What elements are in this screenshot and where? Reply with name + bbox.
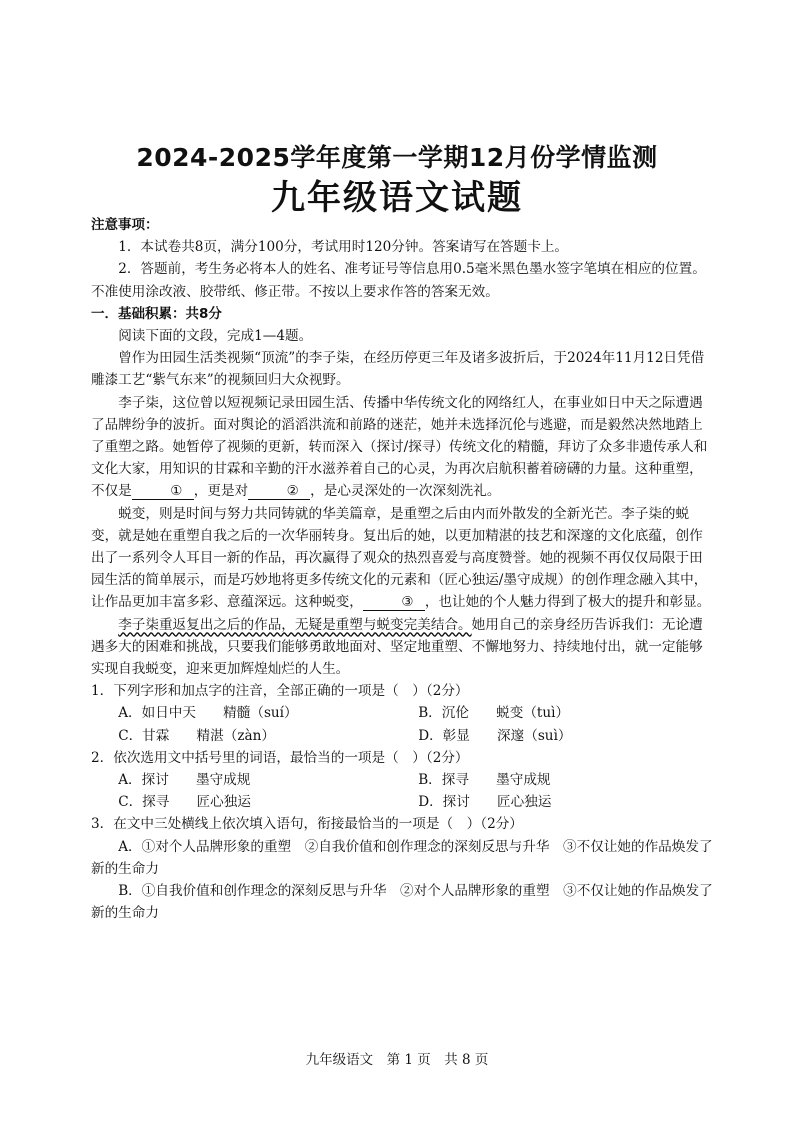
- question-2-options: [91, 769, 713, 813]
- passage-text: ，是心灵深处的一次深刻洗礼。: [310, 483, 501, 500]
- exam-subtitle: 九年级语文试题: [271, 178, 523, 218]
- question-3-option-b[interactable]: B．①自我价值和创作理念的深刻反思与升华 ②对个人品牌形象的重塑 ③不仅让她的作品焕发了新的生命力: [91, 883, 713, 922]
- question-2-option-b[interactable]: B．探寻 墨守成规: [418, 772, 551, 789]
- passage-text: ，也让她的个人魅力得到了极大的提升和彰显。: [424, 594, 711, 611]
- exam-content: [91, 214, 713, 925]
- question-1-option-a[interactable]: A．如日中天 精髓（suí）: [118, 705, 298, 722]
- wavy-underlined-sentence: 李子柒重返复出之后的作品，无疑是重塑与蜕变完美结合。: [118, 616, 472, 633]
- question-1-stem: 1．下列字形和加点字的注音，全部正确的一项是（ ）（2分）: [91, 683, 469, 700]
- notice-item-2: 2．答题前，考生务必将本人的姓名、准考证号等信息用0.5毫米黑色墨水签字笔填在相应的位置。不准使用涂改液、胶带纸、修正带。不按以上要求作答的答案无效。: [91, 261, 706, 300]
- passage-paragraph-1: 曾作为田园生活类视频“顶流”的李子柒，在经历停更三年及诸多波折后，于2024年11月12日凭借雕漆工艺“紫气东来”的视频回归大众视野。: [91, 350, 705, 389]
- blank-3[interactable]: ③: [363, 594, 425, 611]
- passage-paragraph-3: [91, 503, 713, 614]
- question-1-options: [91, 702, 713, 746]
- question-1-option-c[interactable]: C．甘霖 精湛（zàn）: [118, 727, 275, 744]
- reading-intro: 阅读下面的文段，完成1—4题。: [118, 328, 313, 345]
- blank-1[interactable]: ①: [132, 483, 194, 500]
- question-2-option-c[interactable]: C．探寻 匠心独运: [118, 794, 251, 811]
- passage-paragraph-2: [91, 392, 713, 503]
- question-2-stem: 2．依次选用文中括号里的词语，最恰当的一项是（ ）（2分）: [91, 749, 469, 766]
- section-heading: 一．基础积累：共8分: [91, 305, 222, 322]
- page-footer: 九年级语文 第 1 页 共 8 页: [305, 1052, 489, 1068]
- question-3-option-a[interactable]: A．①对个人品牌形象的重塑 ②自我价值和创作理念的深刻反思与升华 ③不仅让她的作品焕发了新的生命力: [91, 838, 713, 877]
- passage-text: 李子柒，这位曾以短视频记录田园生活、传播中华传统文化的网络红人，在事业如日中天之际遭遇了品牌纷争的波折。面对舆论的滔滔洪流和前路的迷茫，她并未选择沉伦与逃避，而是毅然决然地踏上了重塑之路。她暂停了视频的更新，转而深入（探讨/探寻）传统文化的精髓，拜访了众多非遗传承人和文化大家，用知识的甘霖和辛勤的汗水滋养着自己的心灵，为再次启航积蓄着磅礴的力量。这种重塑，不仅是: [91, 394, 708, 500]
- question-1-option-d[interactable]: D．彰显 深邃（suì）: [418, 727, 572, 744]
- notice-heading: 注意事项：: [91, 217, 159, 233]
- exam-title: 2024-2025学年度第一学期12月份学情监测: [136, 143, 658, 172]
- question-3-stem: 3．在文中三处横线上依次填入语句，衔接最恰当的一项是（ ）（2分）: [91, 816, 523, 833]
- question-2-option-d[interactable]: D．探讨 匠心独运: [418, 794, 552, 811]
- passage-text: 她用自己的亲身经历告诉我们：无论遭遇多大的困难和挑战，只要我们能够勇敢地面对、坚定地重塑、不懈地努力、持续地付出，就一定能够实现自我蜕变，迎来更加辉煌灿烂的人生。: [91, 616, 703, 678]
- question-1-option-b[interactable]: B．沉伦 蜕变（tuì）: [418, 705, 570, 722]
- question-2-option-a[interactable]: A．探讨 墨守成规: [118, 772, 251, 789]
- passage-paragraph-4: [91, 614, 713, 681]
- blank-2[interactable]: ②: [248, 483, 310, 500]
- passage-text: ，更是对: [193, 483, 249, 500]
- notice-item-1: 1．本试卷共8页，满分100分，考试用时120分钟。答案请写在答题卡上。: [118, 239, 569, 256]
- passage-text: 蜕变，则是时间与努力共同铸就的华美篇章，是重塑之后由内而外散发的全新光芒。李子柒的蜕变，就是她在重塑自我之后的一次华丽转身。复出后的她，以更加精湛的技艺和深邃的文化底蕴，创作出了一系列令人耳目一新的作品，再次赢得了观众的热烈喜爱与高度赞誉。她的视频不再仅仅局限于田园生活的简单展示，而是巧妙地将更多传统文化的元素和（匠心独运/墨守成规）的创作理念融入其中，让作品更加丰富多彩、意蕴深远。这种蜕变，: [91, 505, 708, 611]
